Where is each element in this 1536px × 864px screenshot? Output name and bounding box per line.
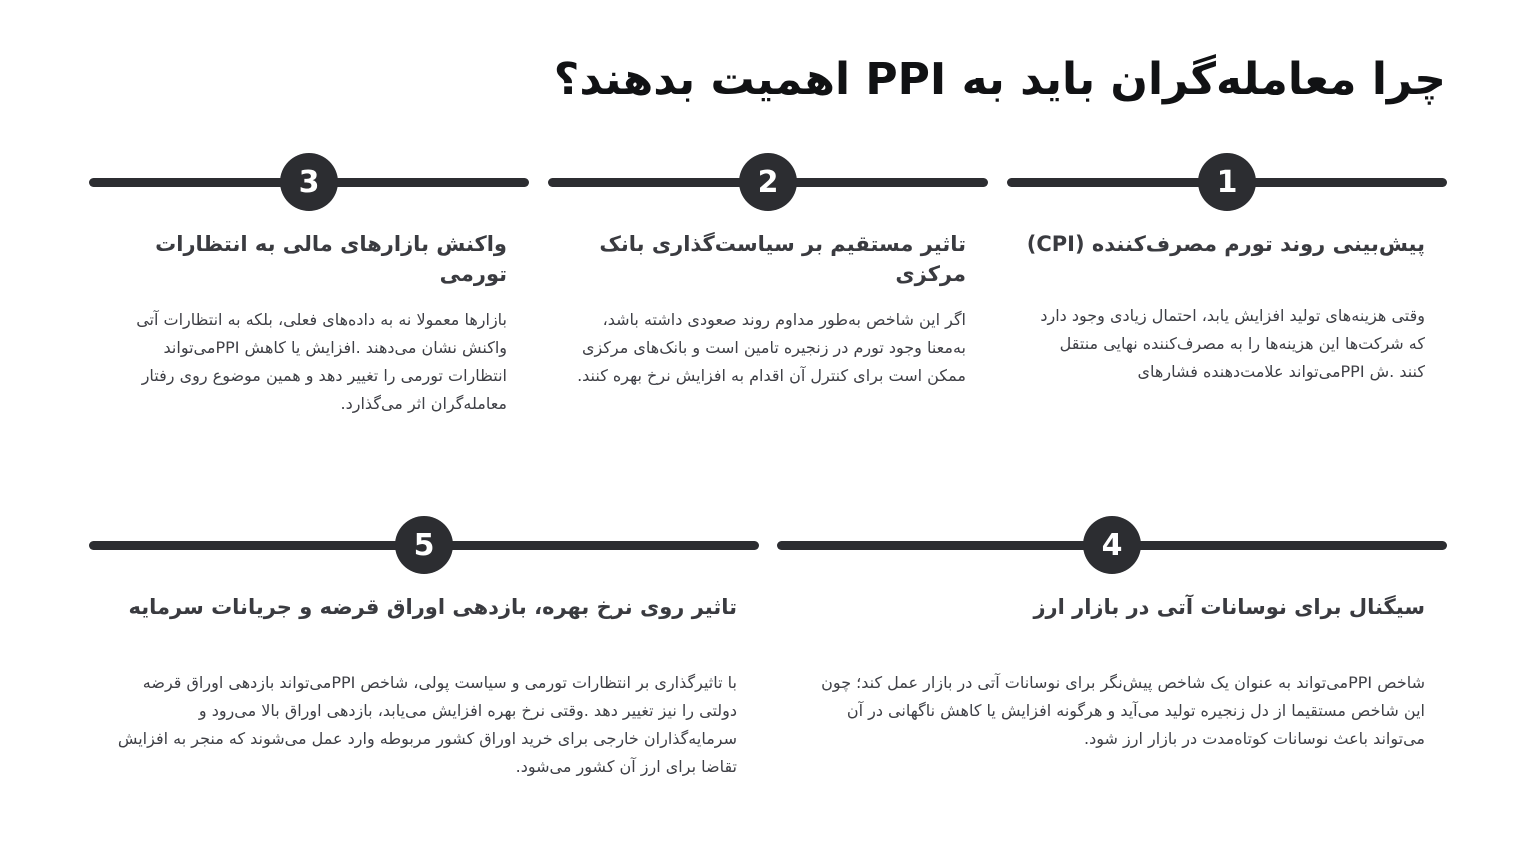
step-1-body: وقتی هزینه‌های تولید افزایش یابد، احتمال زیادی وجود دارد که شرکت‌ها این هزینه‌ها را به مصرف‌کننده نهایی منتقل کنند .ش PPIمی‌تواند علامت‌دهنده فشارهای	[1040, 306, 1425, 381]
step-3-heading: واکنش بازارهای مالی به انتظارات تورمی	[155, 232, 507, 286]
step-2-heading: تاثیر مستقیم بر سیاست‌گذاری بانک مرکزی	[599, 232, 966, 286]
step-2-body: اگر این شاخص به‌طور مداوم روند صعودی داشته باشد، به‌معنا وجود تورم در زنجیره تامین است و بانک‌های مرکزی ممکن است برای کنترل آن اقدام به افزایش نرخ بهره کنند.	[577, 310, 966, 385]
step-2-number-badge: 2	[739, 153, 797, 211]
step-3-body: بازارها معمولا نه به داده‌های فعلی، بلکه به انتظارات آتی واکنش نشان می‌دهند .افزایش یا کاهش PPIمی‌تواند انتظارات تورمی را تغییر دهد و همین موضوع روی رفتار معامله‌گران اثر می‌گذارد.	[136, 310, 507, 413]
step-4-heading: سیگنال برای نوسانات آتی در بازار ارز	[1033, 595, 1425, 619]
step-5-body: با تاثیرگذاری بر انتظارات تورمی و سیاست پولی، شاخص PPIمی‌تواند بازدهی اوراق قرضه دولتی را نیز تغییر دهد .وقتی نرخ بهره افزایش می‌یابد، بازدهی اوراق بالا می‌رود و سرمایه‌گذاران خارجی برای خرید اوراق کشور مربوطه وارد عمل می‌شوند که منجر به افزایش تقاضا برای ارز آن کشور می‌شود.	[117, 673, 737, 776]
step-4-number-badge: 4	[1083, 516, 1141, 574]
step-5-heading: تاثیر روی نرخ بهره، بازدهی اوراق قرضه و جریانات سرمایه	[128, 595, 737, 619]
step-5-number-badge: 5	[395, 516, 453, 574]
step-1-number-badge: 1	[1198, 153, 1256, 211]
page-title: چرا معامله‌گران باید به PPI اهمیت بدهند؟	[553, 54, 1446, 105]
step-1	[1007, 153, 1447, 423]
step-2	[548, 153, 988, 423]
step-1-heading: پیش‌بینی روند تورم مصرف‌کننده (CPI)	[1026, 232, 1425, 256]
step-3-number-badge: 3	[280, 153, 338, 211]
step-3	[89, 153, 529, 423]
step-4	[777, 516, 1447, 786]
step-5	[89, 516, 759, 786]
step-4-body: شاخص PPIمی‌تواند به عنوان یک شاخص پیش‌نگر برای نوسانات آتی در بازار عمل کند؛ چون این شاخص مستقیما از دل زنجیره تولید می‌آید و هرگونه افزایش یا کاهش ناگهانی در آن می‌تواند باعث نوسانات کوتاه‌مدت در بازار ارز شود.	[821, 673, 1425, 748]
